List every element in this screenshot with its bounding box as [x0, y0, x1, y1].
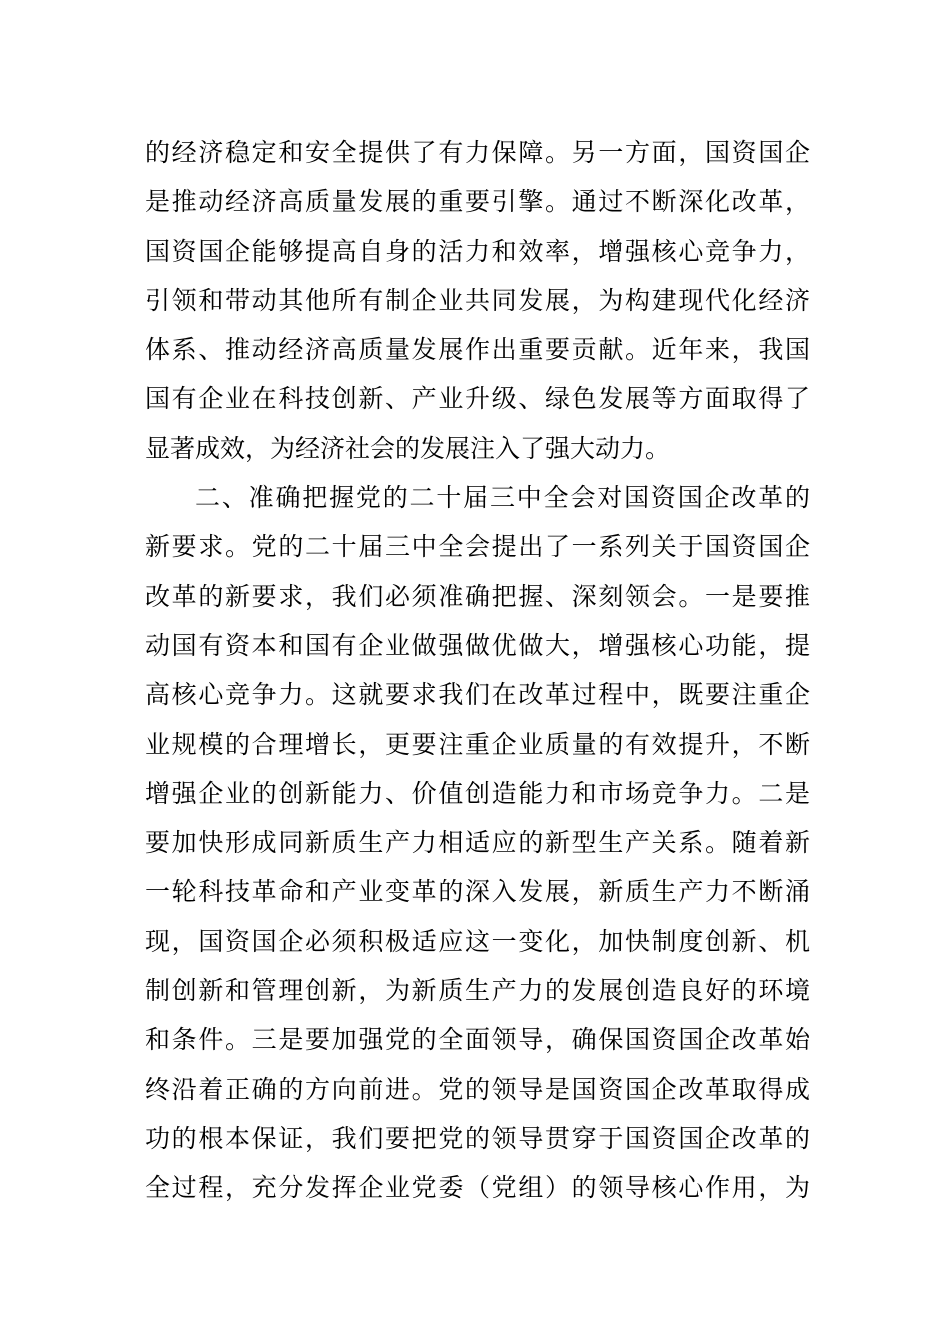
paragraph-line: 业规模的合理增长，更要注重企业质量的有效提升，不断 [145, 729, 810, 759]
paragraph-line: 改革的新要求，我们必须准确把握、深刻领会。一是要推 [145, 581, 810, 611]
paragraph-line: 二、准确把握党的二十届三中全会对国资国企改革的 [195, 483, 810, 513]
paragraph-2 [145, 473, 810, 1212]
paragraph-line: 和条件。三是要加强党的全面领导，确保国资国企改革始 [145, 1025, 810, 1055]
paragraph-line: 高核心竞争力。这就要求我们在改革过程中，既要注重企 [145, 680, 810, 710]
paragraph-line: 新要求。党的二十届三中全会提出了一系列关于国资国企 [145, 532, 810, 562]
paragraph-line: 终沿着正确的方向前进。党的领导是国资国企改革取得成 [145, 1074, 810, 1104]
paragraph-line: 制创新和管理创新，为新质生产力的发展创造良好的环境 [145, 976, 810, 1006]
paragraph-line: 要加快形成同新质生产力相适应的新型生产关系。随着新 [145, 828, 810, 858]
paragraph-line: 体系、推动经济高质量发展作出重要贡献。近年来，我国 [145, 335, 810, 365]
paragraph-line: 是推动经济高质量发展的重要引擎。通过不断深化改革， [145, 187, 810, 217]
paragraph-line: 现，国资国企必须积极适应这一变化，加快制度创新、机 [145, 926, 810, 956]
paragraph-line: 的经济稳定和安全提供了有力保障。另一方面，国资国企 [145, 138, 810, 167]
paragraph-line: 增强企业的创新能力、价值创造能力和市场竞争力。二是 [145, 778, 810, 808]
paragraph-line: 显著成效，为经济社会的发展注入了强大动力。 [145, 433, 671, 463]
paragraph-line: 国有企业在科技创新、产业升级、绿色发展等方面取得了 [145, 384, 810, 414]
paragraph-line: 一轮科技革命和产业变革的深入发展，新质生产力不断涌 [145, 877, 810, 907]
paragraph-1 [145, 128, 810, 473]
document-body [145, 128, 810, 1213]
paragraph-line: 功的根本保证，我们要把党的领导贯穿于国资国企改革的 [145, 1123, 810, 1153]
paragraph-line: 引领和带动其他所有制企业共同发展，为构建现代化经济 [145, 285, 810, 315]
paragraph-line: 国资国企能够提高自身的活力和效率，增强核心竞争力， [145, 236, 810, 266]
paragraph-line: 动国有资本和国有企业做强做优做大，增强核心功能，提 [145, 630, 810, 660]
paragraph-line: 全过程，充分发挥企业党委（党组）的领导核心作用，为 [145, 1173, 810, 1203]
